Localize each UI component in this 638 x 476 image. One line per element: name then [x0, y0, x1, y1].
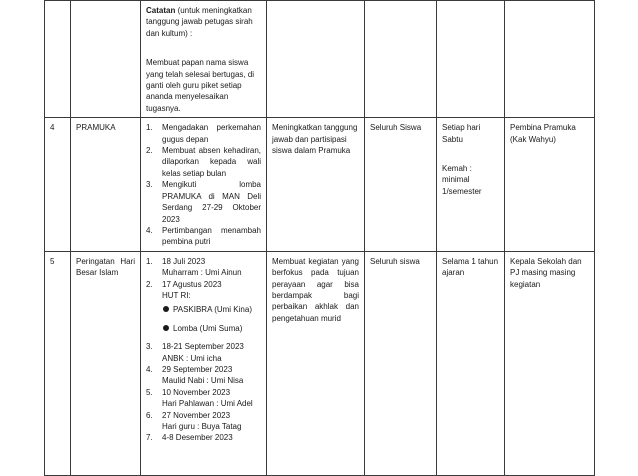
hut-ri-sublist [162, 304, 261, 334]
cell-no [45, 1, 71, 118]
cell-no: 5 [45, 251, 71, 475]
cell-waktu [437, 1, 505, 118]
cell-waktu [437, 118, 505, 251]
cell-sasaran [365, 1, 437, 118]
cell-pj [505, 1, 595, 118]
list-item: 1. Mengadakan perkemahan gugus depan [146, 123, 261, 144]
bullet-icon [163, 306, 169, 312]
cell-kegiatan [71, 1, 141, 118]
cell-uraian [141, 251, 267, 475]
cell-tujuan: Meningkatkan tanggung jawab dan partisipasi siswa dalam Pramuka [267, 118, 365, 251]
cell-kegiatan: PRAMUKA [71, 118, 141, 251]
list-item: 1. 18 Juli 2023 Muharram : Umi Ainun [146, 256, 242, 278]
waktu-main: Setiap hari Sabtu [442, 123, 481, 144]
cell-uraian [141, 118, 267, 251]
catatan-label: Catatan [146, 6, 176, 15]
cell-sasaran: Seluruh Siswa [365, 118, 437, 251]
list-item: 2. 17 Agustus 2023 HUT RI: PASKIBRA (Umi Kina) Lomba (Umi Suma) [146, 279, 261, 335]
cell-uraian [141, 1, 267, 118]
list-item: 2. Membuat absen kehadiran, dilaporkan kepada wali kelas setiap bulan [146, 146, 261, 178]
catatan-text: (untuk meningkatkan tanggung jawab petugas sirah dan kultum) : [146, 6, 253, 38]
list-item: Lomba (Umi Suma) [162, 323, 261, 334]
list-item: 5. 10 November 2023 Hari Pahlawan : Umi Adel [146, 387, 253, 409]
name-board-note: Membuat papan nama siswa yang telah selesai bertugas, di ganti oleh guru piket setiap ananda menyelesaikan tugasnya. [146, 58, 255, 113]
list-item: 7. 4-8 Desember 2023 [146, 433, 233, 443]
cell-kegiatan: Peringatan Hari Besar Islam [71, 251, 141, 475]
pramuka-activity-list [146, 122, 261, 247]
list-item: PASKIBRA (Umi Kina) [162, 304, 261, 315]
table-row-phbi [45, 251, 595, 475]
list-item: 4. 29 September 2023 Maulid Nabi : Umi Nisa [146, 364, 244, 386]
waktu-extra: Kemah : minimal 1/semester [442, 164, 482, 196]
bullet-icon [163, 325, 169, 331]
cell-tujuan [267, 1, 365, 118]
program-table [44, 0, 595, 476]
table-row-pramuka [45, 118, 595, 251]
cell-pj: Pembina Pramuka (Kak Wahyu) [505, 118, 595, 251]
cell-sasaran: Seluruh siswa [365, 251, 437, 475]
list-item: 3. Mengikuti lomba PRAMUKA di MAN Deli Serdang 27-29 Oktober 2023 [146, 180, 261, 224]
list-item: 3. 18-21 September 2023 ANBK : Umi icha [146, 342, 244, 363]
list-item: 4. Pertimbangan menambah pembina putri [146, 225, 261, 247]
cell-tujuan: Membuat kegiatan yang berfokus pada tujuan perayaan agar bisa berdampak bagi perbaikan akhlak dan pengetahuan murid [267, 251, 365, 475]
list-item: 6. 27 November 2023 Hari guru : Buya Tatag [146, 410, 242, 431]
table-row-continuation [45, 1, 595, 118]
catatan-note [146, 5, 261, 39]
cell-waktu: Selama 1 tahun ajaran [437, 251, 505, 475]
cell-no: 4 [45, 118, 71, 251]
cell-pj: Kepala Sekolah dan PJ masing masing kegiatan [505, 251, 595, 475]
